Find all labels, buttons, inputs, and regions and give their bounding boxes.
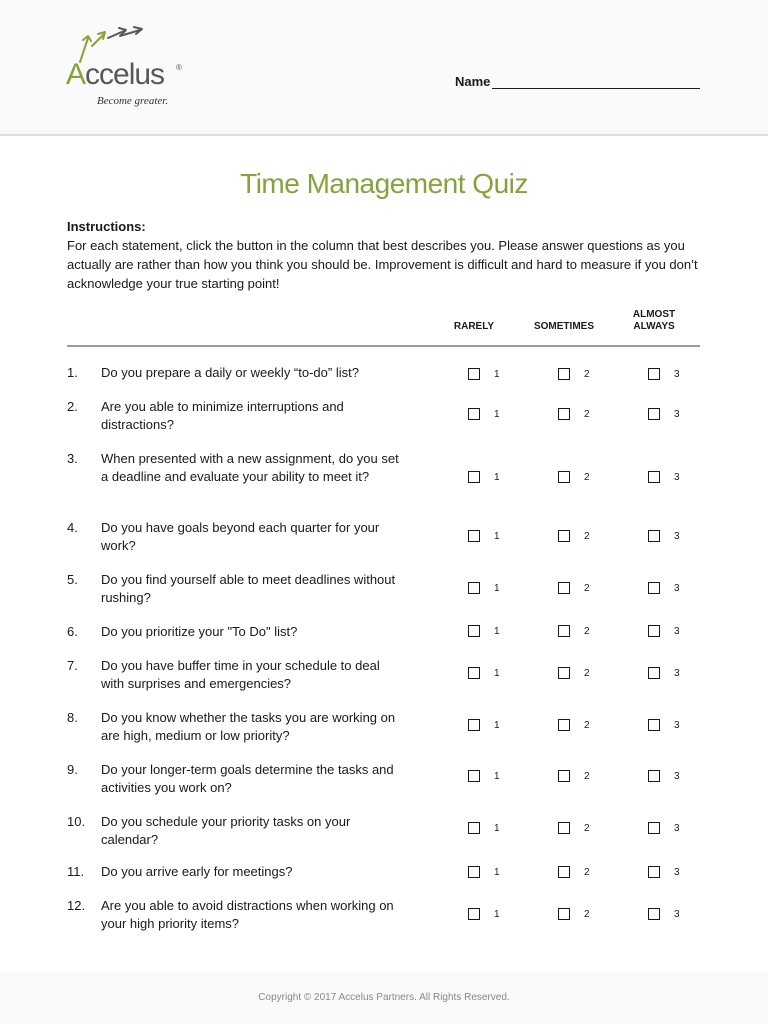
- answer-option-sometimes[interactable]: [558, 625, 590, 637]
- option-value: 3: [674, 368, 680, 380]
- checkbox-sometimes[interactable]: [558, 822, 570, 834]
- checkbox-almost-always[interactable]: [648, 471, 660, 483]
- checkbox-rarely[interactable]: [468, 667, 480, 679]
- answer-option-sometimes[interactable]: [558, 866, 590, 878]
- option-value: 1: [494, 667, 500, 679]
- option-value: 2: [584, 408, 590, 420]
- option-value: 1: [494, 866, 500, 878]
- option-value: 2: [584, 719, 590, 731]
- answer-option-rarely[interactable]: [468, 908, 500, 920]
- option-value: 3: [674, 719, 680, 731]
- checkbox-sometimes[interactable]: [558, 866, 570, 878]
- checkbox-almost-always[interactable]: [648, 408, 660, 420]
- checkbox-sometimes[interactable]: [558, 471, 570, 483]
- logo-registered-mark: ®: [176, 63, 182, 72]
- column-header-sometimes: SOMETIMES: [533, 321, 594, 332]
- checkbox-almost-always[interactable]: [648, 908, 660, 920]
- question-text: Do you prepare a daily or weekly “to-do” list?: [101, 365, 359, 380]
- checkbox-almost-always[interactable]: [648, 667, 660, 679]
- checkbox-sometimes[interactable]: [558, 719, 570, 731]
- option-value: 1: [494, 625, 500, 637]
- logo-wordmark: Accelus: [66, 58, 165, 91]
- answer-option-sometimes[interactable]: [558, 667, 590, 679]
- checkbox-sometimes[interactable]: [558, 408, 570, 420]
- option-value: 2: [584, 625, 590, 637]
- option-value: 2: [584, 530, 590, 542]
- checkbox-rarely[interactable]: [468, 471, 480, 483]
- question-text: Do you arrive early for meetings?: [101, 864, 293, 879]
- checkbox-almost-always[interactable]: [648, 770, 660, 782]
- option-value: 3: [674, 908, 680, 920]
- copyright-text: Copyright © 2017 Accelus Partners. All Rights Reserved.: [258, 992, 510, 1003]
- option-value: 3: [674, 625, 680, 637]
- answer-option-sometimes[interactable]: [558, 530, 590, 542]
- answer-option-almost-always[interactable]: [648, 530, 680, 542]
- answer-option-sometimes[interactable]: [558, 408, 590, 420]
- question-text: Do you schedule your priority tasks on your calendar?: [101, 814, 351, 847]
- option-value: 3: [674, 770, 680, 782]
- option-value: 2: [584, 770, 590, 782]
- accelus-logo: [66, 26, 226, 116]
- checkbox-rarely[interactable]: [468, 770, 480, 782]
- question-number: 11.: [67, 864, 85, 879]
- answer-option-almost-always[interactable]: [648, 908, 680, 920]
- checkbox-almost-always[interactable]: [648, 368, 660, 380]
- option-value: 3: [674, 408, 680, 420]
- option-value: 2: [584, 582, 590, 594]
- checkbox-sometimes[interactable]: [558, 908, 570, 920]
- option-value: 2: [584, 471, 590, 483]
- answer-option-sometimes[interactable]: [558, 770, 590, 782]
- option-value: 3: [674, 822, 680, 834]
- checkbox-almost-always[interactable]: [648, 866, 660, 878]
- checkbox-rarely[interactable]: [468, 908, 480, 920]
- checkbox-sometimes[interactable]: [558, 667, 570, 679]
- question-number: 3.: [67, 451, 78, 466]
- checkbox-rarely[interactable]: [468, 866, 480, 878]
- option-value: 2: [584, 908, 590, 920]
- option-value: 1: [494, 908, 500, 920]
- name-field[interactable]: [455, 74, 700, 89]
- checkbox-rarely[interactable]: [468, 582, 480, 594]
- option-value: 3: [674, 582, 680, 594]
- answer-option-almost-always[interactable]: [648, 582, 680, 594]
- question-number: 1.: [67, 365, 78, 380]
- answer-option-sometimes[interactable]: [558, 368, 590, 380]
- option-value: 1: [494, 530, 500, 542]
- option-value: 1: [494, 822, 500, 834]
- checkbox-sometimes[interactable]: [558, 530, 570, 542]
- question-number: 5.: [67, 572, 78, 587]
- answer-option-almost-always[interactable]: [648, 719, 680, 731]
- question-text: Do you find yourself able to meet deadlines without rushing?: [101, 572, 396, 605]
- answer-option-almost-always[interactable]: [648, 770, 680, 782]
- answer-option-rarely[interactable]: [468, 471, 500, 483]
- checkbox-rarely[interactable]: [468, 625, 480, 637]
- answer-option-almost-always[interactable]: [648, 408, 680, 420]
- answer-option-sometimes[interactable]: [558, 908, 590, 920]
- column-header-almost-always: ALMOST ALWAYS: [632, 309, 676, 332]
- question-text: Are you able to avoid distractions when working on your high priority items?: [101, 898, 394, 931]
- checkbox-rarely[interactable]: [468, 530, 480, 542]
- checkbox-sometimes[interactable]: [558, 368, 570, 380]
- instructions-heading: Instructions:: [67, 219, 146, 234]
- option-value: 1: [494, 368, 500, 380]
- answer-option-sometimes[interactable]: [558, 582, 590, 594]
- checkbox-sometimes[interactable]: [558, 770, 570, 782]
- question-text: Do you have goals beyond each quarter for your work?: [101, 520, 380, 553]
- answer-option-almost-always[interactable]: [648, 368, 680, 380]
- question-number: 8.: [67, 710, 78, 725]
- logo-tagline: Become greater.: [97, 95, 169, 107]
- answer-option-almost-always[interactable]: [648, 822, 680, 834]
- question-text: Do your longer-term goals determine the tasks and activities you work on?: [101, 762, 394, 795]
- name-label: Name: [455, 74, 491, 89]
- question-number: 7.: [67, 658, 78, 673]
- column-header-rarely: RARELY: [453, 321, 495, 332]
- answer-option-rarely[interactable]: [468, 625, 500, 637]
- checkbox-rarely[interactable]: [468, 822, 480, 834]
- answer-option-rarely[interactable]: [468, 582, 500, 594]
- page-title: Time Management Quiz: [240, 168, 528, 199]
- question-number: 2.: [67, 399, 78, 414]
- question-number: 12.: [67, 898, 86, 913]
- option-value: 2: [584, 667, 590, 679]
- answer-option-rarely[interactable]: [468, 719, 500, 731]
- answer-option-almost-always[interactable]: [648, 667, 680, 679]
- checkbox-rarely[interactable]: [468, 719, 480, 731]
- question-number: 9.: [67, 762, 78, 777]
- answer-option-rarely[interactable]: [468, 667, 500, 679]
- option-value: 2: [584, 822, 590, 834]
- checkbox-almost-always[interactable]: [648, 719, 660, 731]
- option-value: 1: [494, 408, 500, 420]
- question-text: Do you prioritize your "To Do" list?: [101, 624, 298, 639]
- option-value: 3: [674, 530, 680, 542]
- checkbox-almost-always[interactable]: [648, 625, 660, 637]
- answer-option-almost-always[interactable]: [648, 866, 680, 878]
- option-value: 3: [674, 866, 680, 878]
- option-value: 2: [584, 368, 590, 380]
- answer-option-sometimes[interactable]: [558, 719, 590, 731]
- option-value: 1: [494, 770, 500, 782]
- checkbox-rarely[interactable]: [468, 408, 480, 420]
- option-value: 1: [494, 582, 500, 594]
- checkbox-almost-always[interactable]: [648, 530, 660, 542]
- checkbox-sometimes[interactable]: [558, 582, 570, 594]
- option-value: 3: [674, 667, 680, 679]
- answer-option-rarely[interactable]: [468, 866, 500, 878]
- question-text: Are you able to minimize interruptions and distractions?: [101, 399, 344, 432]
- answer-option-rarely[interactable]: [468, 822, 500, 834]
- question-text: Do you know whether the tasks you are working on are high, medium or low priority?: [101, 710, 396, 743]
- answer-option-rarely[interactable]: [468, 770, 500, 782]
- question-text: When presented with a new assignment, do you set a deadline and evaluate your ability to meet it?: [101, 451, 399, 484]
- instructions-text: For each statement, click the button in the column that best describes you. Please answer questions as you actually are rather than how you think you should be. Improvement is difficult and hard to measure if you don’t acknowledge your true starting point!: [67, 238, 698, 291]
- option-value: 1: [494, 471, 500, 483]
- question-number: 6.: [67, 624, 78, 639]
- checkbox-almost-always[interactable]: [648, 582, 660, 594]
- answer-option-almost-always[interactable]: [648, 625, 680, 637]
- table-header-rule: [67, 345, 700, 347]
- option-value: 2: [584, 866, 590, 878]
- option-value: 3: [674, 471, 680, 483]
- answer-option-almost-always[interactable]: [648, 471, 680, 483]
- answer-option-sometimes[interactable]: [558, 822, 590, 834]
- question-number: 10.: [67, 814, 86, 829]
- question-number: 4.: [67, 520, 78, 535]
- checkbox-rarely[interactable]: [468, 368, 480, 380]
- option-value: 1: [494, 719, 500, 731]
- answer-option-rarely[interactable]: [468, 530, 500, 542]
- answer-option-rarely[interactable]: [468, 408, 500, 420]
- checkbox-almost-always[interactable]: [648, 822, 660, 834]
- answer-option-sometimes[interactable]: [558, 471, 590, 483]
- name-input-line[interactable]: [492, 74, 700, 89]
- answer-option-rarely[interactable]: [468, 368, 500, 380]
- question-text: Do you have buffer time in your schedule to deal with surprises and emergencies?: [101, 658, 380, 691]
- checkbox-sometimes[interactable]: [558, 625, 570, 637]
